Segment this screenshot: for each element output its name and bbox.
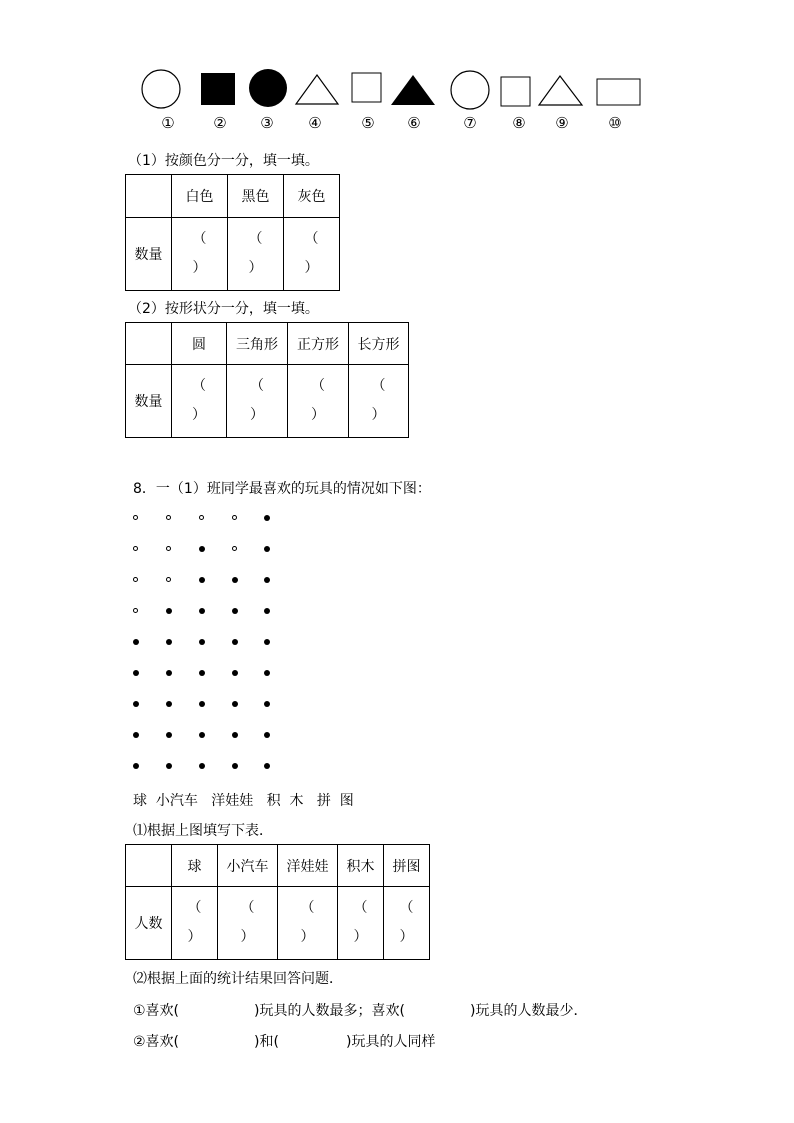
q8-answer-ball[interactable]: （ ） xyxy=(172,887,218,960)
q8-sub1: ⑴根据上图填写下表． xyxy=(133,823,273,839)
q8-qb-part1: ②喜欢( xyxy=(133,1034,180,1050)
filled-dot-col2-row4 xyxy=(166,608,172,614)
filled-dot-col1-row9 xyxy=(133,763,139,769)
filled-dot-col2-row8 xyxy=(166,732,172,738)
q2-answer-circle[interactable]: （ ） xyxy=(172,365,227,438)
q8-qb-blank1[interactable] xyxy=(183,1031,253,1049)
filled-dot-col5-row6 xyxy=(264,670,270,676)
q8-header-doll: 洋娃娃 xyxy=(278,845,338,887)
q8-qa-blank1[interactable] xyxy=(183,1000,253,1018)
q8-qa-blank2[interactable] xyxy=(405,1000,469,1018)
q1-header-white: 白色 xyxy=(172,175,228,218)
shape-label-7: ⑦ xyxy=(463,114,477,132)
filled-dot-col5-row1 xyxy=(264,515,270,521)
hollow-dot-col1-row3 xyxy=(133,577,138,582)
q2-row-label: 数量 xyxy=(126,365,172,438)
shape-label-2: ② xyxy=(213,114,227,132)
hollow-dot-col1-row1 xyxy=(133,515,138,520)
q8-header-car: 小汽车 xyxy=(218,845,278,887)
q8-title: 8．一（1）班同学最喜欢的玩具的情况如下图： xyxy=(133,481,431,497)
q8-question-b xyxy=(133,1031,613,1051)
hollow-dot-col1-row2 xyxy=(133,546,138,551)
filled-dot-col4-row4 xyxy=(232,608,238,614)
q8-header-blocks: 积木 xyxy=(338,845,384,887)
q8-answer-doll[interactable]: （ ） xyxy=(278,887,338,960)
hollow-dot-col2-row3 xyxy=(166,577,171,582)
shape-label-1: ① xyxy=(161,114,175,132)
filled-dot-col3-row8 xyxy=(199,732,205,738)
filled-dot-col3-row5 xyxy=(199,639,205,645)
shape-label-5: ⑤ xyxy=(361,114,375,132)
filled-dot-col5-row2 xyxy=(264,546,270,552)
filled-dot-col3-row9 xyxy=(199,763,205,769)
filled-dot-col5-row5 xyxy=(264,639,270,645)
filled-dot-col4-row6 xyxy=(232,670,238,676)
shape-label-4: ④ xyxy=(308,114,322,132)
q2-answer-rectangle[interactable]: （ ） xyxy=(349,365,409,438)
shape-label-8: ⑧ xyxy=(512,114,526,132)
q1-row-label: 数量 xyxy=(126,218,172,291)
q8-answer-blocks[interactable]: （ ） xyxy=(338,887,384,960)
q8-qb-blank2[interactable] xyxy=(281,1031,345,1049)
hollow-dot-col3-row1 xyxy=(199,515,204,520)
q8-qa-part2: )玩具的人数最多；喜欢( xyxy=(254,1003,405,1019)
shape-label-10: ⑩ xyxy=(608,114,622,132)
q8-sub2: ⑵根据上面的统计结果回答问题． xyxy=(133,971,343,987)
filled-dot-col3-row7 xyxy=(199,701,205,707)
filled-dot-col4-row3 xyxy=(232,577,238,583)
filled-dot-col3-row4 xyxy=(199,608,205,614)
filled-dot-col5-row4 xyxy=(264,608,270,614)
filled-dot-col4-row9 xyxy=(232,763,238,769)
filled-dot-col1-row7 xyxy=(133,701,139,707)
q2-header-rectangle: 长方形 xyxy=(349,323,409,365)
filled-dot-col1-row5 xyxy=(133,639,139,645)
q2-answer-square[interactable]: （ ） xyxy=(288,365,349,438)
filled-dot-col4-row8 xyxy=(232,732,238,738)
filled-dot-col1-row6 xyxy=(133,670,139,676)
q1-title: （1）按颜色分一分，填一填。 xyxy=(128,153,319,169)
filled-dot-col2-row7 xyxy=(166,701,172,707)
hollow-dot-col4-row1 xyxy=(232,515,237,520)
q1-header-gray: 灰色 xyxy=(284,175,340,218)
filled-dot-col3-row6 xyxy=(199,670,205,676)
filled-dot-col2-row5 xyxy=(166,639,172,645)
hollow-dot-col4-row2 xyxy=(232,546,237,551)
q1-answer-black[interactable]: （ ） xyxy=(228,218,284,291)
q2-answer-triangle[interactable]: （ ） xyxy=(227,365,288,438)
q8-qb-part3: )玩具的人同样 xyxy=(346,1034,436,1050)
q1-answer-gray[interactable]: （ ） xyxy=(284,218,340,291)
q8-answer-car[interactable]: （ ） xyxy=(218,887,278,960)
q2-header-circle: 圆 xyxy=(172,323,227,365)
filled-dot-col5-row7 xyxy=(264,701,270,707)
q1-answer-white[interactable]: （ ） xyxy=(172,218,228,291)
hollow-dot-col1-row4 xyxy=(133,608,138,613)
filled-dot-col2-row9 xyxy=(166,763,172,769)
filled-dot-col5-row3 xyxy=(264,577,270,583)
shape-label-6: ⑥ xyxy=(407,114,421,132)
filled-dot-col4-row5 xyxy=(232,639,238,645)
filled-dot-col4-row7 xyxy=(232,701,238,707)
filled-dot-col5-row9 xyxy=(264,763,270,769)
q2-header-triangle: 三角形 xyxy=(227,323,288,365)
q2-header-square: 正方形 xyxy=(288,323,349,365)
filled-dot-col2-row6 xyxy=(166,670,172,676)
q8-answer-puzzle[interactable]: （ ） xyxy=(384,887,430,960)
q8-question-a xyxy=(133,1000,613,1020)
filled-dot-col5-row8 xyxy=(264,732,270,738)
hollow-dot-col2-row2 xyxy=(166,546,171,551)
q8-category-line: 球 小汽车 洋娃娃 积 木 拼 图 xyxy=(133,793,354,809)
filled-dot-col1-row8 xyxy=(133,732,139,738)
q8-header-ball: 球 xyxy=(172,845,218,887)
q2-title: （2）按形状分一分，填一填。 xyxy=(128,301,319,317)
hollow-dot-col2-row1 xyxy=(166,515,171,520)
q8-corner-cell xyxy=(126,845,172,887)
filled-dot-col3-row3 xyxy=(199,577,205,583)
q8-toy-table xyxy=(125,844,430,960)
filled-dot-col3-row2 xyxy=(199,546,205,552)
q8-row-label: 人数 xyxy=(126,887,172,960)
q8-header-puzzle: 拼图 xyxy=(384,845,430,887)
q8-qa-part3: )玩具的人数最少． xyxy=(470,1003,588,1019)
q1-header-black: 黑色 xyxy=(228,175,284,218)
shape-label-3: ③ xyxy=(260,114,274,132)
q8-qa-part1: ①喜欢( xyxy=(133,1003,180,1019)
shape-label-9: ⑨ xyxy=(555,114,569,132)
q8-qb-part2: )和( xyxy=(254,1034,279,1050)
